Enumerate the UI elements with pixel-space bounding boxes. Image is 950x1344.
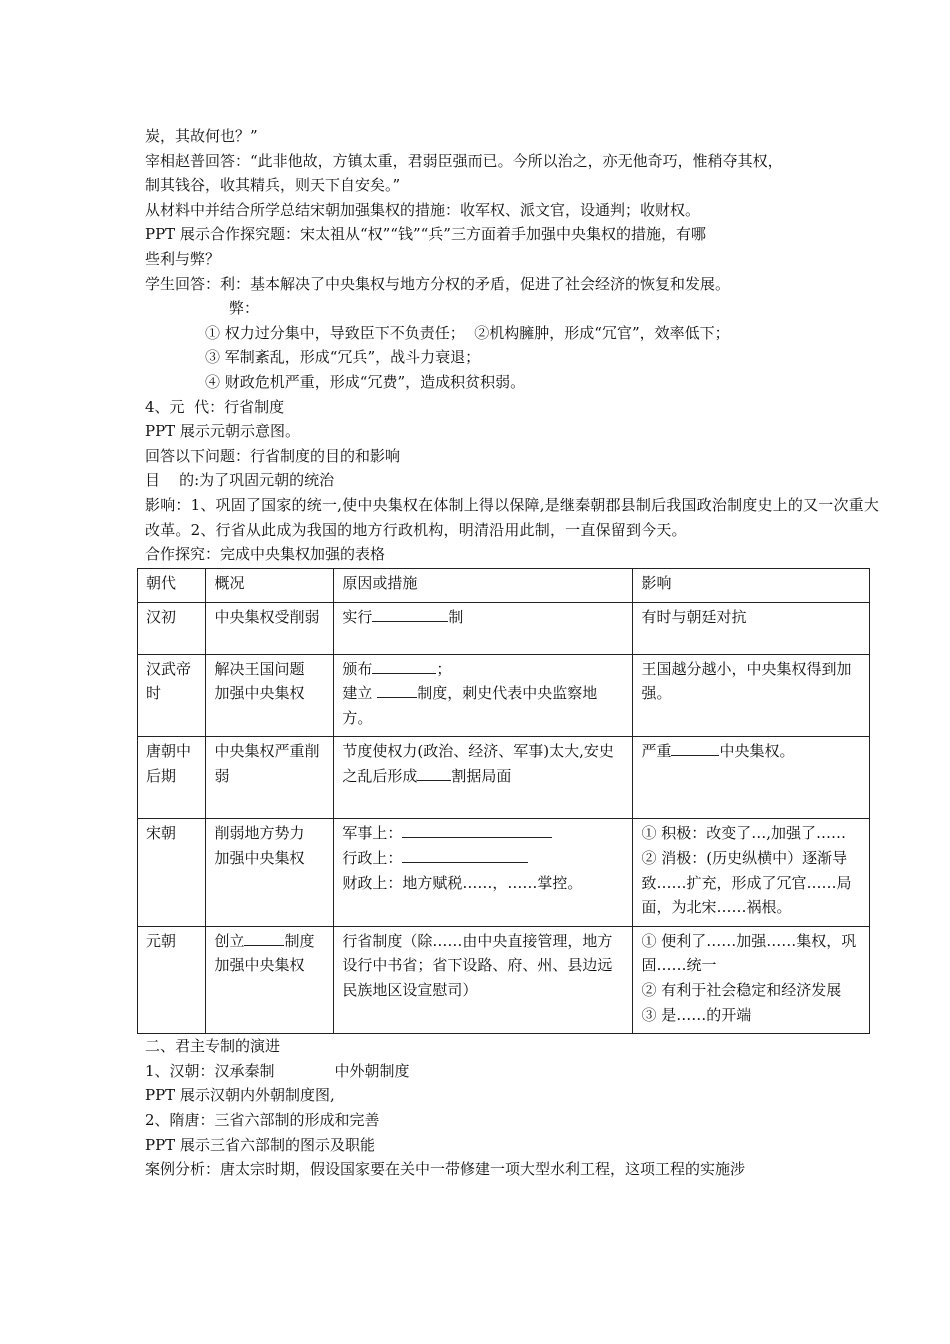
measure-text: 财政上：地方赋税……，……掌控。 [342, 873, 583, 892]
text-line: 制其钱谷，收其精兵，则天下自安矣。” [145, 176, 401, 195]
overview-line: 加强中央集权 [214, 684, 305, 703]
dynasty-cell: 元朝 [138, 926, 206, 1033]
overview-cell [206, 819, 334, 926]
measure-text: 制度，刺史代表中央监察地方。 [342, 684, 598, 727]
table-row [138, 926, 870, 1033]
impact-cell [633, 819, 870, 926]
text-line: PPT 展示合作探究题：宋太祖从“权”“钱”“兵”三方面着手加强中央集权的措施，有哪 [145, 225, 706, 244]
overview-cell: 中央集权严重削弱 [206, 737, 334, 819]
dynasty-cell: 汉初 [138, 602, 206, 654]
measure-text: 行政上： [342, 849, 403, 868]
overview-cell [206, 926, 334, 1033]
bi-item: ④ 财政危机严重，形成“冗费”，造成积贫积弱。 [205, 372, 526, 391]
header-cell: 影响 [633, 568, 870, 602]
impact-cell: 王国越分越小，中央集权得到加强。 [633, 654, 870, 737]
impact-line: ③ 是……的开端 [641, 1005, 752, 1024]
fill-blank[interactable] [671, 739, 719, 756]
text-segment: 中外朝制度 [334, 1061, 410, 1080]
overview-line: 加强中央集权 [214, 849, 305, 868]
table-row [138, 819, 870, 926]
table-row [138, 737, 870, 819]
text-line: 炭，其故何也？” [145, 127, 258, 145]
centralization-table [137, 568, 870, 1035]
measure-text: 割据局面 [451, 767, 512, 786]
impact-cell [633, 926, 870, 1033]
table-title: 合作探究：完成中央集权加强的表格 [145, 545, 386, 564]
impact-text: 严重 [641, 742, 672, 761]
table-row [138, 602, 870, 654]
text-line: 4、元 代：行省制度 [145, 397, 285, 416]
overview-text: 制度 [284, 931, 315, 950]
impact-line: ② 有利于社会稳定和经济发展 [641, 981, 842, 1000]
bi-item: ③ 军制紊乱，形成“冗兵”，战斗力衰退； [205, 348, 481, 367]
text-line: 从材料中并结合所学总结宋朝加强集权的措施：收军权、派文官，设通判；收财权。 [145, 200, 701, 219]
impact-line: ① 积极：改变了…,加强了…… [641, 824, 847, 843]
text-line: 2、隋唐：三省六部制的形成和完善 [145, 1111, 380, 1129]
dynasty-cell: 宋朝 [138, 819, 206, 926]
measure-cell: 行省制度（除……由中央直接管理，地方设行中书省；省下设路、府、州、县边远民族地区设宣慰司） [334, 926, 633, 1033]
measure-cell [334, 654, 633, 737]
text-line: 宰相赵普回答：“此非他故，方镇太重，君弱臣强而已。今所以治之，亦无他奇巧，惟稍夺其权， [145, 151, 783, 170]
measure-text: 节度使权力(政治、经济、军事)太大,安史之乱后形成 [342, 742, 614, 786]
overview-line: 解决王国问题 [214, 659, 305, 678]
fill-blank[interactable] [244, 929, 284, 946]
text-line: 案例分析：唐太宗时期，假设国家要在关中一带修建一项大型水利工程，这项工程的实施涉 [145, 1160, 746, 1179]
measure-text: 颁布 [342, 659, 373, 678]
fill-blank[interactable] [372, 605, 448, 622]
header-cell: 原因或措施 [334, 568, 633, 602]
fill-blank[interactable] [402, 821, 552, 838]
table-row [138, 654, 870, 737]
measure-text: 制 [448, 607, 464, 626]
measure-cell [334, 819, 633, 926]
measure-text: ； [436, 659, 452, 678]
text-segment: 1、汉朝：汉承秦制 [145, 1061, 275, 1080]
dynasty-cell: 唐朝中后期 [138, 737, 206, 819]
measure-cell [334, 602, 633, 654]
overview-cell [206, 654, 334, 737]
dynasty-cell: 汉武帝时 [138, 654, 206, 737]
text-line: 学生回答：利：基本解决了中央集权与地方分权的矛盾，促进了社会经济的恢复和发展。 [145, 274, 731, 293]
text-line: 回答以下问题：行省制度的目的和影响 [145, 446, 401, 465]
measure-cell [334, 737, 633, 819]
document-page [145, 124, 880, 1182]
measure-text: 军事上： [342, 824, 403, 843]
bi-item: ① 权力过分集中，导致臣下不负责任； ②机构臃肿，形成“冗官”，效率低下； [205, 323, 730, 342]
impact-cell [633, 737, 870, 819]
measure-text: 建立 [342, 684, 378, 703]
influence-paragraph: 影响：1、巩固了国家的统一,使中央集权在体制上得以保障,是继秦朝郡县制后我国政治制度史上的又一次重大改革。2、行省从此成为我国的地方行政机构，明清沿用此制，一直保留到今天。 [145, 495, 880, 539]
fill-blank[interactable] [377, 681, 417, 698]
overview-line: 加强中央集权 [214, 956, 305, 975]
impact-cell: 有时与朝廷对抗 [633, 602, 870, 654]
text-line: PPT 展示三省六部制的图示及职能 [145, 1135, 375, 1154]
overview-line: 削弱地方势力 [214, 824, 305, 843]
text-line [145, 1059, 880, 1084]
impact-text: 中央集权。 [719, 742, 795, 761]
measure-text: 实行 [342, 607, 373, 626]
impact-line: ① 便利了……加强……集权，巩固……统一 [641, 931, 857, 975]
text-line: PPT 展示汉朝内外朝制度图, [145, 1086, 335, 1105]
text-line: 目 的:为了巩固元朝的统治 [145, 471, 335, 490]
text-line: PPT 展示元朝示意图。 [145, 422, 300, 441]
fill-blank[interactable] [372, 657, 436, 674]
fill-blank[interactable] [402, 846, 528, 863]
text-line: 些利与弊？ [145, 249, 221, 268]
table-header-row [138, 568, 870, 602]
bi-label: 弊： [229, 299, 260, 318]
overview-text: 创立 [214, 931, 245, 950]
fill-blank[interactable] [417, 764, 451, 781]
impact-line: ② 消极：(历史纵横中）逐渐导致……扩充，形成了冗官……局面，为北宋……祸根。 [641, 849, 852, 917]
section-title: 二、君主专制的演进 [145, 1037, 281, 1056]
header-cell: 概况 [206, 568, 334, 602]
overview-cell: 中央集权受削弱 [206, 602, 334, 654]
header-cell: 朝代 [138, 568, 206, 602]
